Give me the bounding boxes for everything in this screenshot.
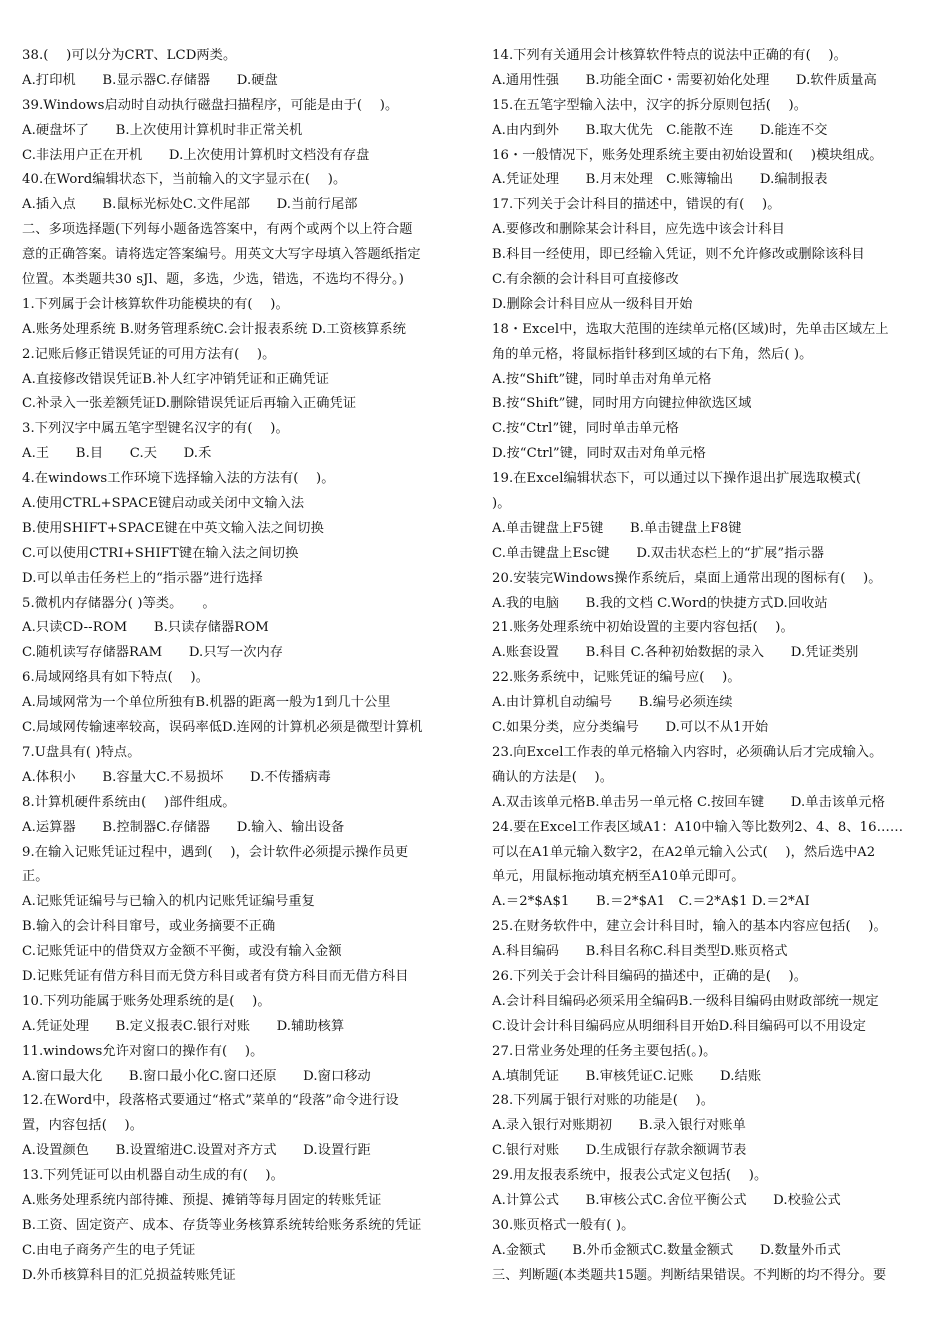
text-line: A.会计科目编码必须采用全编码B.一级科目编码由财政部统一规定 bbox=[492, 993, 879, 1009]
text-line: 7.U盘具有( )特点。 bbox=[22, 744, 141, 760]
text-line: C.随机读写存储器RAM D.只写一次内存 bbox=[22, 645, 284, 661]
text-line: D.记账凭证有借方科目而无贷方科目或者有贷方科目而无借方科目 bbox=[22, 968, 409, 984]
text-line: 26.下列关于会计科目编码的描述中，正确的是( )。 bbox=[492, 968, 808, 984]
text-line: A.账务处理系统 B.财务管理系统C.会计报表系统 D.工资核算系统 bbox=[22, 321, 406, 337]
text-line: 14.下列有关通用会计核算软件特点的说法中正确的有( )。 bbox=[492, 48, 847, 63]
text-line: A.局域网常为一个单位所独有B.机器的距离一般为1到几十公里 bbox=[22, 695, 391, 711]
text-line: A.单击键盘上F5键 B.单击键盘上F8键 bbox=[492, 520, 742, 536]
text-line: 2.记账后修正错误凭证的可用方法有( )。 bbox=[22, 346, 276, 362]
text-line: C.如果分类，应分类编号 D.可以不从1开始 bbox=[492, 720, 769, 736]
text-line: A.通用性强 B.功能全面C・需要初始化处理 D.软件质量高 bbox=[492, 72, 877, 88]
text-line: 20.安装完Windows操作系统后，桌面上通常出现的图标有( )。 bbox=[492, 570, 882, 586]
text-line: C.银行对账 D.生成银行存款余额调节表 bbox=[492, 1143, 747, 1159]
text-line: A.使用CTRL+SPACE键启动或关闭中文输入法 bbox=[22, 496, 305, 512]
text-line: 17.下列关于会计科目的描述中，错误的有( )。 bbox=[492, 197, 781, 213]
text-line: A.硬盘坏了 B.上次使用计算机时非正常关机 bbox=[22, 122, 303, 138]
text-line: C.补录入一张差额凭证D.删除错误凭证后再输入正确凭证 bbox=[22, 396, 357, 412]
text-line: A.由内到外 B.取大优先 C.能散不连 D.能连不交 bbox=[492, 122, 828, 138]
text-line: 28.下列属于银行对账的功能是( )。 bbox=[492, 1093, 715, 1109]
text-line: A.按“Shift”键，同时单击对角单元格 bbox=[492, 371, 712, 387]
text-line: 11.windows允许对窗口的操作有( )。 bbox=[22, 1043, 264, 1059]
text-line: 21.账务处理系统中初始设置的主要内容包括( )。 bbox=[492, 620, 794, 636]
text-line: A.直接修改错误凭证B.补人红字冲销凭证和正确凭证 bbox=[22, 371, 330, 387]
text-line: C.由电子商务产生的电子凭证 bbox=[22, 1242, 196, 1258]
text-line: A.由计算机自动编号 B.编号必须连续 bbox=[492, 695, 733, 711]
right-column bbox=[492, 44, 932, 1289]
text-line: D.按“Ctrl”键，同时双击对角单元格 bbox=[492, 446, 706, 462]
text-line: D.外币核算科目的汇兑损益转账凭证 bbox=[22, 1267, 236, 1283]
text-line: 意的正确答案。请将选定答案编号。用英文大写字母填入答题纸指定 bbox=[22, 247, 421, 263]
text-line: A.记账凭证编号与已输入的机内记账凭证编号重复 bbox=[22, 894, 315, 910]
text-line: 23.向Excel工作表的单元格输入内容时，必须确认后才完成输入。 bbox=[492, 744, 883, 760]
text-line: C.可以使用CTRI+SHIFT键在输入法之间切换 bbox=[22, 545, 299, 561]
text-line: A.设置颜色 B.设置缩进C.设置对齐方式 D.设置行距 bbox=[22, 1143, 371, 1159]
text-line: 9.在输入记账凭证过程中，遇到( )，会计软件必须提示操作员更 bbox=[22, 844, 409, 860]
text-line: B.输入的会计科目窜号，或业务摘要不正确 bbox=[22, 919, 276, 935]
text-line: 16・一般情况下，账务处理系统主要由初始设置和( )模块组成。 bbox=[492, 147, 883, 163]
text-line: A.插入点 B.鼠标光标处C.文件尾部 D.当前行尾部 bbox=[22, 197, 358, 213]
text-line: 13.下列凭证可以由机器自动生成的有( )。 bbox=[22, 1168, 284, 1184]
text-line: )。 bbox=[492, 496, 511, 512]
text-line: 二、多项选择题(下列每小题备选答案中，有两个或两个以上符合题 bbox=[22, 222, 413, 238]
text-line: 24.要在Excel工作表区域A1：A10中输入等比数列2、4、8、16…… bbox=[492, 819, 904, 835]
text-line: 38.( )可以分为CRT、LCD两类。 bbox=[22, 48, 237, 63]
text-line: B.按“Shift”键，同时用方向键拉伸欲选区域 bbox=[492, 396, 752, 412]
text-line: 单元，用鼠标拖动填充柄至A10单元即可。 bbox=[492, 869, 745, 885]
text-line: 3.下列汉字中属五笔字型键名汉字的有( )。 bbox=[22, 421, 289, 437]
text-line: A.只读CD--ROM B.只读存储器ROM bbox=[22, 620, 269, 636]
text-line: C.局域网传输速率较高，误码率低D.连网的计算机必须是微型计算机 bbox=[22, 720, 423, 736]
text-line: 可以在A1单元输入数字2，在A2单元输入公式( )，然后选中A2 bbox=[492, 844, 876, 860]
left-column bbox=[22, 44, 462, 1289]
text-line: 25.在财务软件中，建立会计科目时，输入的基本内容应包括( )。 bbox=[492, 919, 887, 935]
text-line: A.凭证处理 B.月末处理 C.账簿输出 D.编制报表 bbox=[492, 172, 828, 188]
text-line: C.非法用户正在开机 D.上次使用计算机时文档没有存盘 bbox=[22, 147, 370, 163]
text-line: C.有余额的会计科目可直接修改 bbox=[492, 272, 679, 288]
text-line: 15.在五笔字型输入法中，汉字的拆分原则包括( )。 bbox=[492, 97, 808, 113]
text-line: A.＝2*$A$1 B.＝2*$A1 C.＝2*A$1 D.＝2*AI bbox=[492, 894, 810, 910]
text-line: A.录入银行对账期初 B.录入银行对账单 bbox=[492, 1118, 746, 1134]
text-line: A.运算器 B.控制器C.存储器 D.输入、输出设备 bbox=[22, 819, 345, 835]
text-line: C.记账凭证中的借贷双方金额不平衡，或没有输入金额 bbox=[22, 944, 342, 960]
text-line: A.金额式 B.外币金额式C.数量金额式 D.数量外币式 bbox=[492, 1242, 841, 1258]
text-line: 8.计算机硬件系统由( )部件组成。 bbox=[22, 794, 236, 810]
text-line: A.我的电脑 B.我的文档 C.Word的快捷方式D.回收站 bbox=[492, 595, 828, 611]
text-line: 正。 bbox=[22, 869, 49, 885]
text-line: 4.在windows工作环境下选择输入法的方法有( )。 bbox=[22, 471, 335, 487]
text-line: A.打印机 B.显示器C.存储器 D.硬盘 bbox=[22, 72, 278, 88]
text-line: 40.在Word编辑状态下，当前输入的文字显示在( )。 bbox=[22, 172, 347, 188]
text-line: 确认的方法是( )。 bbox=[492, 769, 614, 785]
text-line: 10.下列功能属于账务处理系统的是( )。 bbox=[22, 993, 271, 1009]
text-line: 角的单元格，将鼠标指针移到区域的右下角，然后( )。 bbox=[492, 346, 813, 362]
text-line: 30.账页格式一般有( )。 bbox=[492, 1217, 635, 1233]
text-line: 5.微机内存储器分( )等类。 。 bbox=[22, 595, 216, 611]
text-line: 三、判断题(本类题共15题。判断结果错误。不判断的均不得分。要 bbox=[492, 1267, 887, 1283]
text-line: C.单击键盘上Esc键 D.双击状态栏上的“扩展”指示器 bbox=[492, 545, 825, 561]
text-line: A.计算公式 B.审核公式C.舍位平衡公式 D.校验公式 bbox=[492, 1192, 841, 1208]
text-line: 位置。本类题共30 sJl、题，多选，少选，错选，不选均不得分。) bbox=[22, 272, 404, 288]
text-line: A.账务处理系统内部待摊、预提、摊销等每月固定的转账凭证 bbox=[22, 1192, 382, 1208]
text-line: B.使用SHIFT+SPACE键在中英文输入法之间切换 bbox=[22, 520, 324, 536]
text-line: 39.Windows启动时自动执行磁盘扫描程序，可能是由于( )。 bbox=[22, 97, 399, 113]
text-line: 22.账务系统中，记账凭证的编号应( )。 bbox=[492, 670, 741, 686]
text-line: C.按“Ctrl”键，同时单击单元格 bbox=[492, 421, 679, 437]
text-line: D.可以单击任务栏上的“指示器”进行选择 bbox=[22, 570, 263, 586]
text-line: A.要修改和删除某会计科目，应先选中该会计科目 bbox=[492, 222, 785, 238]
text-line: A.填制凭证 B.审核凭证C.记账 D.结账 bbox=[492, 1068, 762, 1084]
text-line: D.删除会计科目应从一级科目开始 bbox=[492, 296, 693, 312]
text-line: A.王 B.目 C.天 D.禾 bbox=[22, 446, 212, 462]
text-line: 6.局域网络具有如下特点( )。 bbox=[22, 670, 210, 686]
text-line: 置，内容包括( )。 bbox=[22, 1118, 144, 1134]
text-line: 18・Excel中，选取大范围的连续单元格(区域)时，先单击区域左上 bbox=[492, 321, 889, 337]
text-line: B.工资、固定资产、成本、存货等业务核算系统转给账务系统的凭证 bbox=[22, 1217, 422, 1233]
text-line: 19.在Excel编辑状态下，可以通过以下操作退出扩展选取模式( bbox=[492, 471, 862, 487]
text-line: A.窗口最大化 B.窗口最小化C.窗口还原 D.窗口移动 bbox=[22, 1068, 371, 1084]
text-line: C.设计会计科目编码应从明细科目开始D.科目编码可以不用设定 bbox=[492, 1018, 866, 1034]
text-line: 12.在Word中，段落格式要通过“格式”菜单的“段落”命令进行设 bbox=[22, 1093, 399, 1109]
text-line: B.科目一经使用，即已经输入凭证，则不允许修改或删除该科目 bbox=[492, 247, 865, 263]
text-line: 1.下列属于会计核算软件功能模块的有( )。 bbox=[22, 296, 289, 312]
text-line: A.凭证处理 B.定义报表C.银行对账 D.辅助核算 bbox=[22, 1018, 345, 1034]
text-line: A.账套设置 B.科目 C.各种初始数据的录入 D.凭证类别 bbox=[492, 645, 859, 661]
text-line: A.科目编码 B.科目名称C.科目类型D.账页格式 bbox=[492, 944, 788, 960]
text-line: 27.日常业务处理的任务主要包括(。)。 bbox=[492, 1043, 717, 1059]
text-line: 29.用友报表系统中，报表公式定义包括( )。 bbox=[492, 1168, 768, 1184]
text-line: A.双击该单元格B.单击另一单元格 C.按回车键 D.单击该单元格 bbox=[492, 794, 885, 810]
text-line: A.体积小 B.容量大C.不易损坏 D.不传播病毒 bbox=[22, 769, 331, 785]
